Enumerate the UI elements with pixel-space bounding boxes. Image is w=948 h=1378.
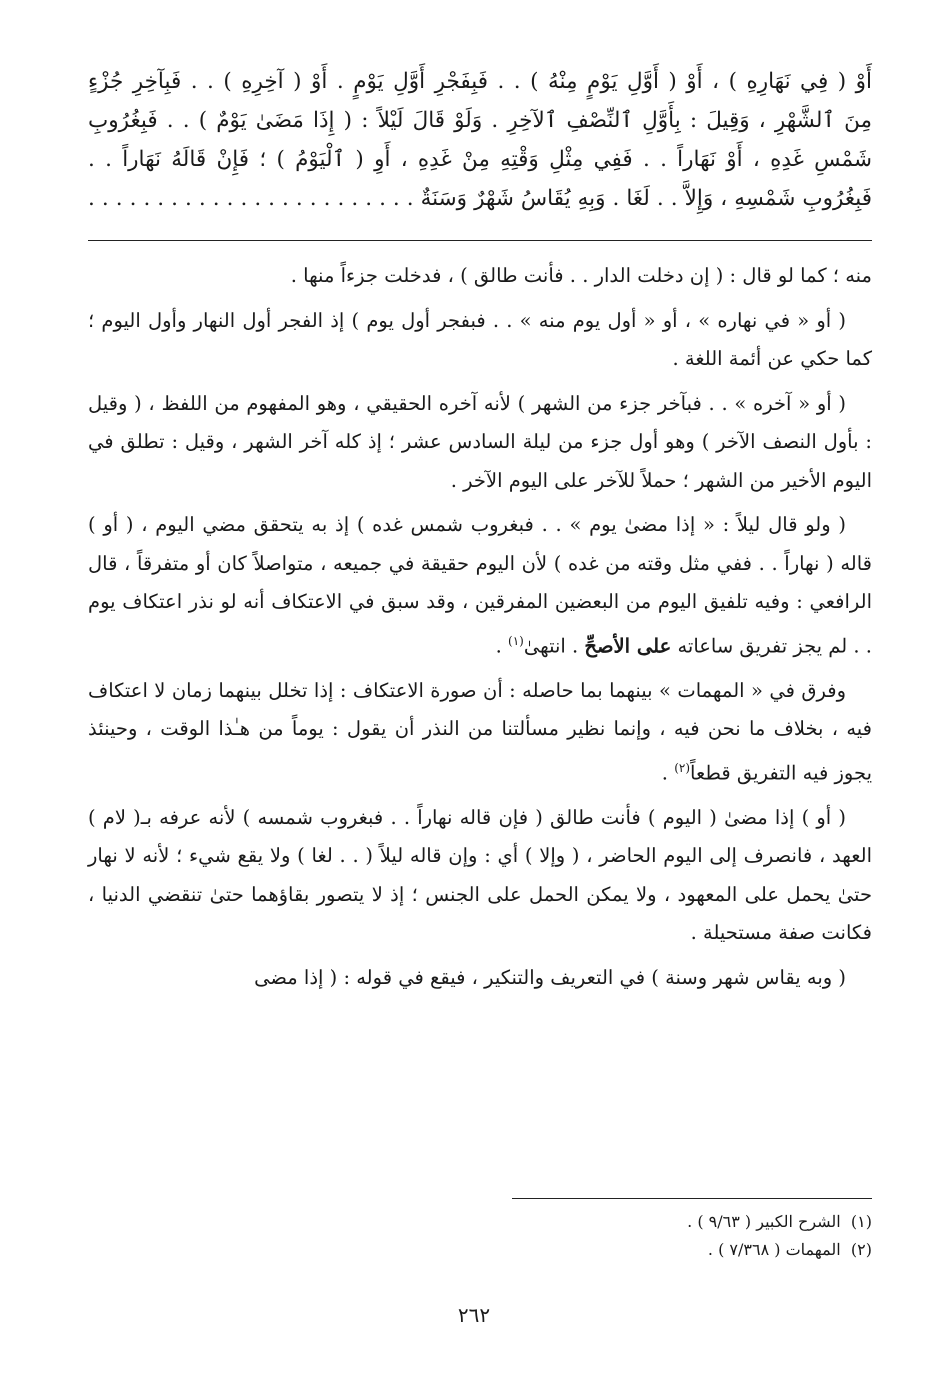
sharh-p4-tail: .	[495, 634, 508, 657]
footnote-2	[687, 1236, 872, 1264]
sharh-p5-text: وفرق في « المهمات » بينهما بما حاصله : أن صورة الاعتكاف : إذا تخلل بينهما زمان لا اعتكاف فيه ، بخلاف ما نحن فيه ، وإنما نظير مسألتنا من النذر أن يقول : يوماً من هـٰذا الوقت ، وحينئذ يجوز فيه التفريق قطعاً	[88, 678, 872, 784]
sharh-p4-end: . انتهىٰ	[523, 634, 579, 657]
sharh-p4-bold: على الأصحِّ	[584, 634, 672, 657]
sharh-paragraph-4	[88, 506, 872, 666]
matn-line-2: مِنَ ٱلشَّهْرِ ، وَقِيلَ : بِأَوَّلِ ٱلنِّصْفِ ٱلآخِرِ . وَلَوْ قَالَ لَيْلاً : ( إِذَا مَضَىٰ يَوْمٌ ) . . فَبِغُرُوبِ	[88, 108, 872, 133]
sharh-paragraph-2: ( أو « في نهاره » ، أو « أول يوم منه » . . فبفجر أول يوم ) إذ الفجر أول النهار وأول اليوم ؛ كما حكي عن أئمة اللغة .	[88, 308, 872, 370]
sharh-paragraph-1: منه ؛ كما لو قال : ( إن دخلت الدار . . فأنت طالق ) ، فدخلت جزءاً منها .	[290, 264, 872, 287]
matn-line-4: فَبِغُرُوبِ شَمْسِهِ ، وَإِلاَّ . . لَغَا . وَبِهِ يُقَاسُ شَهْرٌ وَسَنَةٌ . . . . . . . . . . . . . . . . . . . . . . . .	[88, 186, 872, 211]
sharh-paragraph-3: ( أو « آخره » . . فبآخر جزء من الشهر ) لأنه آخره الحقيقي ، وهو المفهوم من اللفظ ، ( وقيل : بأول النصف الآخر ) وهو أول جزء من ليلة السادس عشر ؛ إذ كله آخر الشهر ، وقيل : تطلق في اليوم الأخير من الشهر ؛ حملاً للآخر على اليوم الآخر .	[88, 391, 872, 492]
footnotes	[687, 1208, 872, 1264]
footnote-ref-2: (٢)	[674, 760, 691, 775]
sharh-p4-text: ( ولو قال ليلاً : « إذا مضىٰ يوم » . . فبغروب شمس غده ) إذ به يتحقق مضي اليوم ، ( أو ) قاله ( نهاراً . . ففي مثل وقته من غده ) لأن اليوم حقيقة في جميعه ، متواصلاً كان أو متفرقاً ، قال الرافعي : وفيه تلفيق اليوم من البعضين المفرقين ، وقد سبق في الاعتكاف أنه لو نذر اعتكاف يوم . . لم يجز تفريق ساعاته	[88, 513, 872, 657]
matn-line-3: شَمْسِ غَدِهِ ، أَوْ نَهَاراً . . فَفِي مِثْلِ وَقْتِهِ مِنْ غَدِهِ ، أَوِ ( ٱلْيَوْمُ ) ؛ فَإِنْ قَالَهُ نَهَاراً . .	[88, 147, 872, 172]
footnote-ref-1: (١)	[508, 633, 524, 648]
footnote-1-text: الشرح الكبير ( ٩/٦٣ ) .	[687, 1212, 841, 1231]
page-number: ٢٦٢	[457, 1303, 491, 1327]
page-body	[88, 62, 872, 1003]
sharh-paragraph-6: ( أو ) إذا مضىٰ ( اليوم ) فأنت طالق ( فإن قاله نهاراً . . فبغروب شمسه ) لأنه عرفه بـ( لام ) العهد ، فانصرف إلى اليوم الحاضر ، ( وإلا ) أي : وإن قاله ليلاً ( . . لغا ) ولا يقع شيء ؛ لأنه لا نهار حتىٰ يحمل على المعهود ، ولا يمكن الحمل على الجنس ؛ إذ لا يتصور بقاؤهما حتىٰ تنقضي الدنيا ، فكانت صفة مستحيلة .	[88, 805, 872, 944]
footnote-1-number: (١)	[850, 1212, 872, 1231]
sharh-p5-tail: .	[661, 761, 675, 784]
sharh-paragraph-7: ( وبه يقاس شهر وسنة ) في التعريف والتنكير ، فيقع في قوله : ( إذا مضى	[254, 965, 846, 989]
matn-text	[88, 62, 872, 218]
matn-line-1: أَوْ ( فِي نَهَارِهِ ) ، أَوْ ( أَوَّلِ يَوْمٍ مِنْهُ ) . . فَبِفَجْرِ أَوَّلِ يَوْمٍ . أَوْ ( آخِرِهِ ) . . فَبِآخِرِ جُزْءٍ	[88, 69, 872, 94]
sharh-text	[88, 257, 872, 997]
footnote-separator	[512, 1198, 872, 1199]
footnote-2-text: المهمات ( ٧/٣٦٨ ) .	[707, 1240, 841, 1259]
matn-separator	[88, 240, 872, 241]
sharh-paragraph-5	[88, 672, 872, 793]
footnote-2-number: (٢)	[850, 1240, 872, 1259]
footnote-1	[687, 1208, 872, 1236]
